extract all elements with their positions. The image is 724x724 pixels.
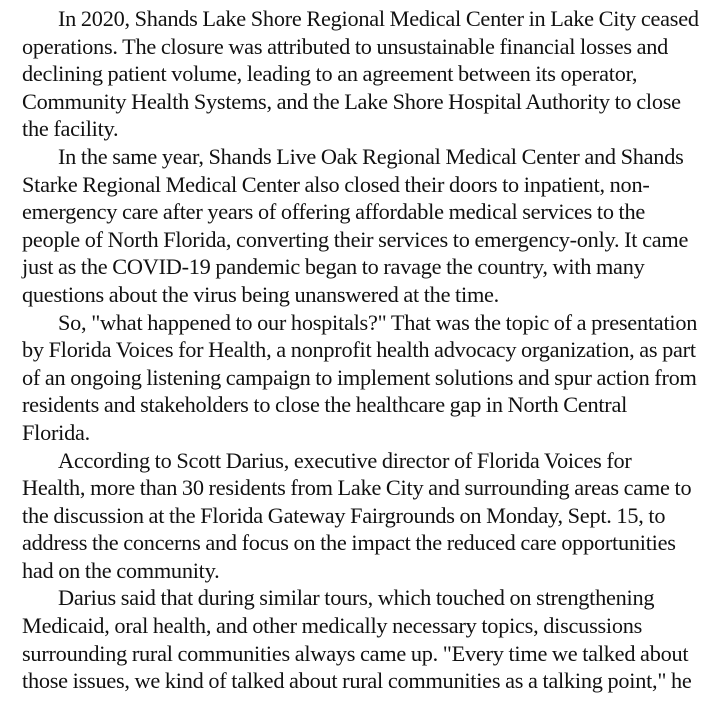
text-line: those issues, we kind of talked about rural communities as a talking point," he: [22, 668, 692, 694]
text-line: had on the community.: [22, 557, 220, 583]
article-body: [22, 5, 722, 695]
text-line: emergency care after years of offering affordable medical services to the: [22, 199, 646, 225]
text-line: Medicaid, oral health, and other medically necessary topics, discussions: [22, 613, 643, 639]
text-line: Florida.: [22, 419, 90, 445]
text-line: Darius said that during similar tours, which touched on strengthening: [58, 585, 655, 611]
text-line: surrounding rural communities always came up. "Every time we talked about: [22, 640, 689, 666]
text-line: the discussion at the Florida Gateway Fairgrounds on Monday, Sept. 15, to: [22, 502, 666, 528]
text-line: residents and stakeholders to close the healthcare gap in North Central: [22, 392, 628, 418]
text-line: In 2020, Shands Lake Shore Regional Medical Center in Lake City ceased: [58, 6, 699, 31]
text-line: address the concerns and focus on the impact the reduced care opportunities: [22, 530, 676, 556]
text-line: Health, more than 30 residents from Lake City and surrounding areas came to: [22, 475, 692, 501]
text-line: According to Scott Darius, executive director of Florida Voices for: [58, 447, 632, 473]
paragraph: [22, 447, 722, 585]
text-line: operations. The closure was attributed to unsustainable financial losses and: [22, 33, 669, 59]
text-line: people of North Florida, converting their services to emergency-only. It came: [22, 226, 689, 252]
paragraph: [22, 5, 722, 143]
paragraph: [22, 143, 722, 309]
paragraph: [22, 584, 722, 694]
text-line: In the same year, Shands Live Oak Regional Medical Center and Shands: [58, 143, 684, 169]
text-line: So, "what happened to our hospitals?" That was the topic of a presentation: [58, 309, 698, 335]
text-line: Starke Regional Medical Center also closed their doors to inpatient, non-: [22, 171, 650, 197]
paragraph: [22, 309, 722, 447]
text-line: of an ongoing listening campaign to implement solutions and spur action from: [22, 364, 697, 390]
text-line: the facility.: [22, 116, 119, 142]
text-line: declining patient volume, leading to an agreement between its operator,: [22, 61, 638, 87]
text-line: by Florida Voices for Health, a nonprofit health advocacy organization, as part: [22, 337, 696, 363]
text-line: just as the COVID-19 pandemic began to ravage the country, with many: [22, 254, 645, 280]
text-line: Community Health Systems, and the Lake Shore Hospital Authority to close: [22, 88, 681, 114]
text-line: questions about the virus being unanswered at the time.: [22, 281, 500, 307]
